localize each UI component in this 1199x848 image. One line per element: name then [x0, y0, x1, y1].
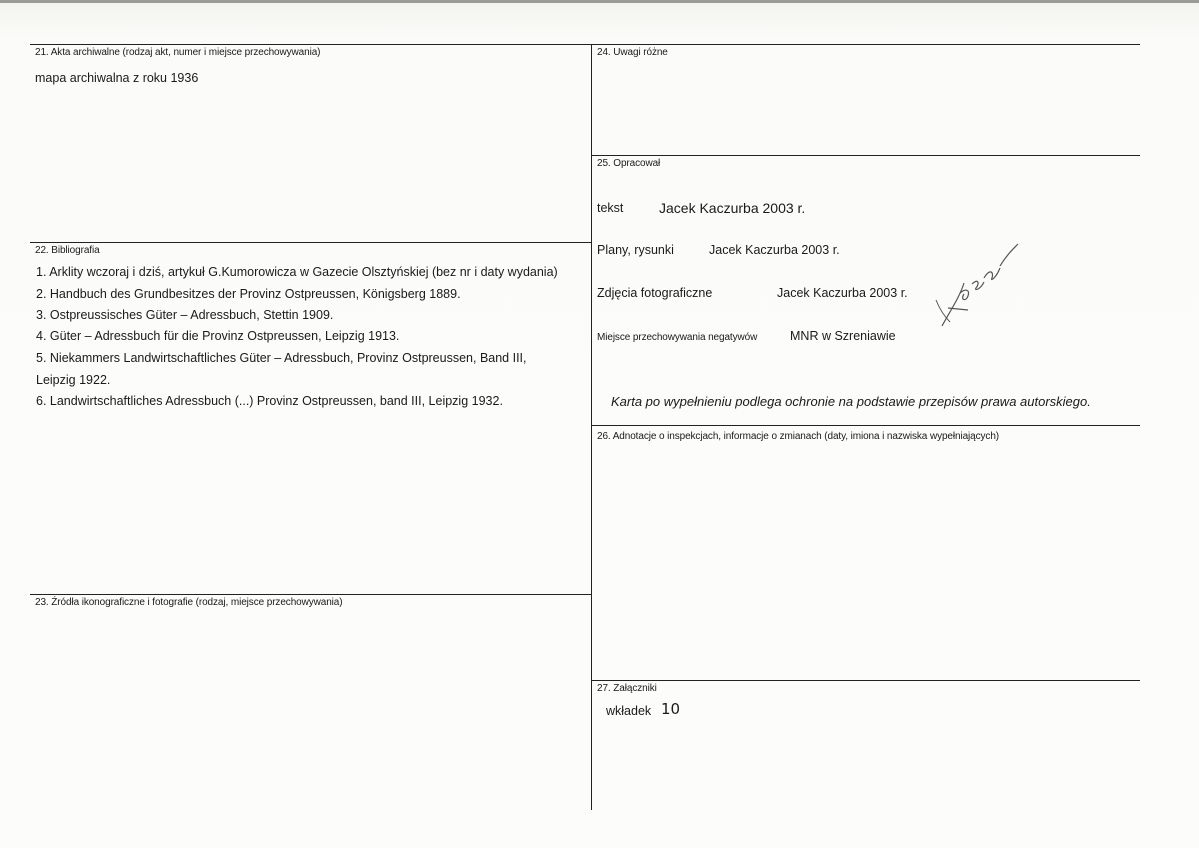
rule-22-23: [30, 594, 591, 595]
wkladek-label: wkładek: [606, 704, 652, 718]
zdjecia-value: Jacek Kaczurba 2003 r.: [777, 286, 908, 300]
bibliography-item: 5. Niekammers Landwirtschaftliches Güter – Adressbuch, Provinz Ostpreussen, Band III,: [36, 351, 527, 365]
rule-26-27: [591, 680, 1140, 681]
page-top-edge: [0, 0, 1199, 3]
zdjecia-label: Zdjęcia fotograficzne: [597, 286, 713, 300]
bibliography-item: 1. Arklity wczoraj i dziś, artykuł G.Kumorowicza w Gazecie Olsztyńskiej (bez nr i daty wydania): [36, 265, 558, 279]
negatywy-label: Miejsce przechowywania negatywów: [597, 332, 758, 343]
tekst-value: Jacek Kaczurba 2003 r.: [659, 200, 806, 216]
top-rule: [30, 44, 1140, 45]
bibliography-item: Leipzig 1922.: [36, 373, 111, 387]
section-21-content: mapa archiwalna z roku 1936: [35, 71, 199, 85]
bibliography-item: 3. Ostpreussisches Güter – Adressbuch, Stettin 1909.: [36, 308, 334, 322]
section-23-label: 23. Źródła ikonograficzne i fotografie (rodzaj, miejsce przechowywania): [35, 597, 343, 608]
wkladek-count: 10: [661, 700, 681, 718]
section-27-label: 27. Załączniki: [597, 683, 657, 694]
section-21-label: 21. Akta archiwalne (rodzaj akt, numer i miejsce przechowywania): [35, 47, 321, 58]
bibliography-item: 6. Landwirtschaftliches Adressbuch (...) Provinz Ostpreussen, band III, Leipzig 1932.: [36, 394, 503, 408]
negatywy-value: MNR w Szreniawie: [790, 329, 896, 343]
plany-label: Plany, rysunki: [597, 243, 674, 257]
rule-24-25: [591, 155, 1140, 156]
copyright-notice: Karta po wypełnieniu podlega ochronie na podstawie przepisów prawa autorskiego.: [611, 394, 1091, 409]
section-22-label: 22. Bibliografia: [35, 245, 100, 256]
tekst-label: tekst: [597, 201, 624, 215]
section-24-label: 24. Uwagi różne: [597, 47, 668, 58]
bibliography-item: 4. Güter – Adressbuch für die Provinz Ostpreussen, Leipzig 1913.: [36, 329, 400, 343]
rule-25-26: [591, 425, 1140, 426]
section-26-label: 26. Adnotacje o inspekcjach, informacje o zmianach (daty, imiona i nazwiska wypełniających): [597, 431, 1000, 442]
section-25-label: 25. Opracował: [597, 158, 661, 169]
handwritten-signature: [930, 238, 1020, 333]
plany-value: Jacek Kaczurba 2003 r.: [709, 243, 840, 257]
rule-21-22: [30, 242, 591, 243]
bibliography-item: 2. Handbuch des Grundbesitzes der Provinz Ostpreussen, Königsberg 1889.: [36, 287, 461, 301]
column-divider: [591, 44, 592, 810]
